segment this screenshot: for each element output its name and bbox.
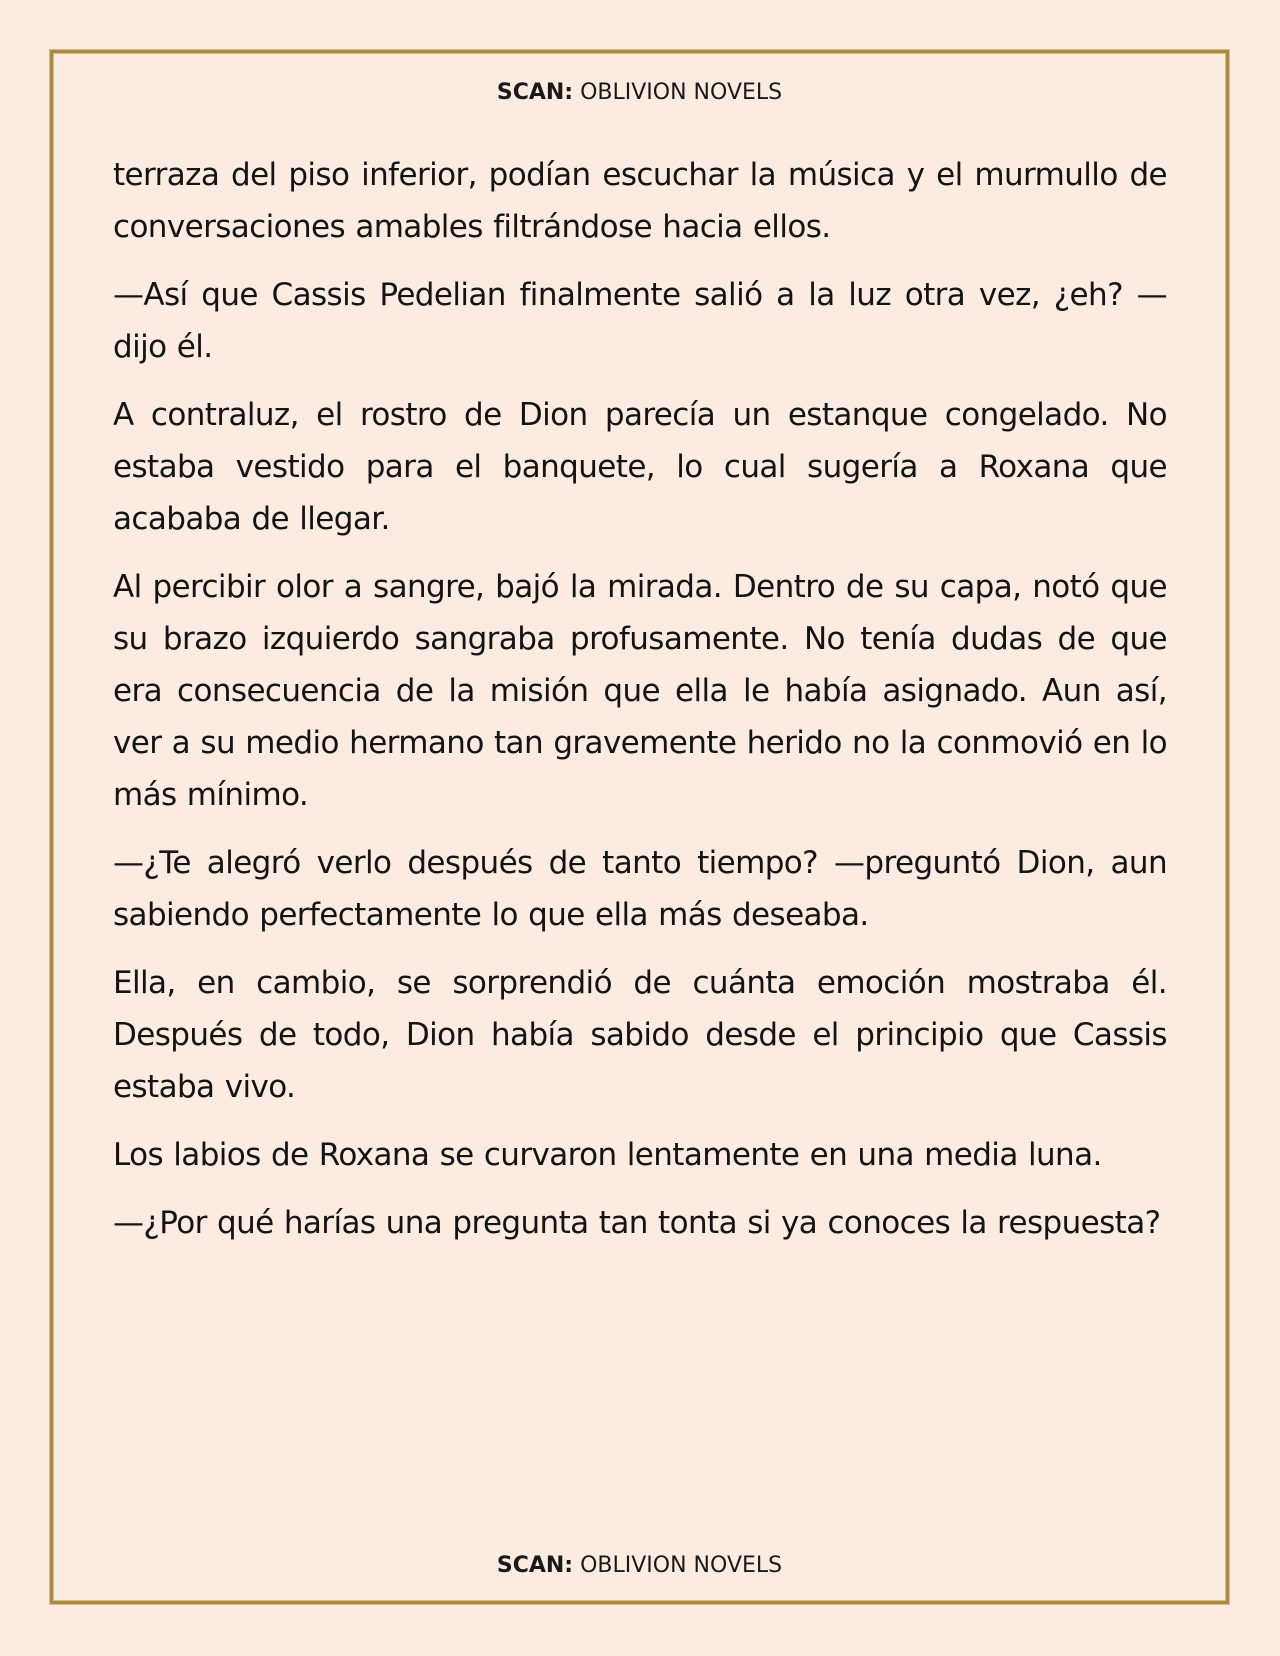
paragraph: —Así que Cassis Pedelian finalmente salió a la luz otra vez, ¿eh? —dijo él. [113, 277, 1167, 365]
paragraph: —¿Por qué harías una pregunta tan tonta si ya conoces la respuesta? [113, 1205, 1161, 1241]
scan-label: SCAN: [496, 1553, 574, 1578]
paragraph: Al percibir olor a sangre, bajó la mirada. Dentro de su capa, notó que su brazo izquierdo sangraba profusamente. No tenía dudas de que era consecuencia de la misión que ella le había asignado. Aun así, ver a su medio hermano tan gravemente herido no la conmovió en lo más mínimo. [113, 569, 1167, 813]
header-scan-credit [53, 80, 1226, 105]
paragraph: terraza del piso inferior, podían escuchar la música y el murmullo de conversaciones amables filtrándose hacia ellos. [113, 157, 1167, 245]
paragraph: —¿Te alegró verlo después de tanto tiempo? —preguntó Dion, aun sabiendo perfectamente lo que ella más deseaba. [113, 845, 1167, 933]
paragraph: Los labios de Roxana se curvaron lentamente en una media luna. [113, 1137, 1102, 1173]
scan-group-name: OBLIVION NOVELS [580, 1553, 783, 1578]
paragraph: A contraluz, el rostro de Dion parecía un estanque congelado. No estaba vestido para el banquete, lo cual sugería a Roxana que acababa de llegar. [113, 397, 1167, 537]
footer-scan-credit [53, 1553, 1226, 1578]
scan-group-name: OBLIVION NOVELS [580, 80, 783, 105]
page-frame [50, 50, 1229, 1604]
chapter-text [113, 149, 1167, 1265]
paragraph: Ella, en cambio, se sorprendió de cuánta emoción mostraba él. Después de todo, Dion había sabido desde el principio que Cassis estaba vivo. [113, 965, 1167, 1105]
scan-label: SCAN: [496, 80, 574, 105]
